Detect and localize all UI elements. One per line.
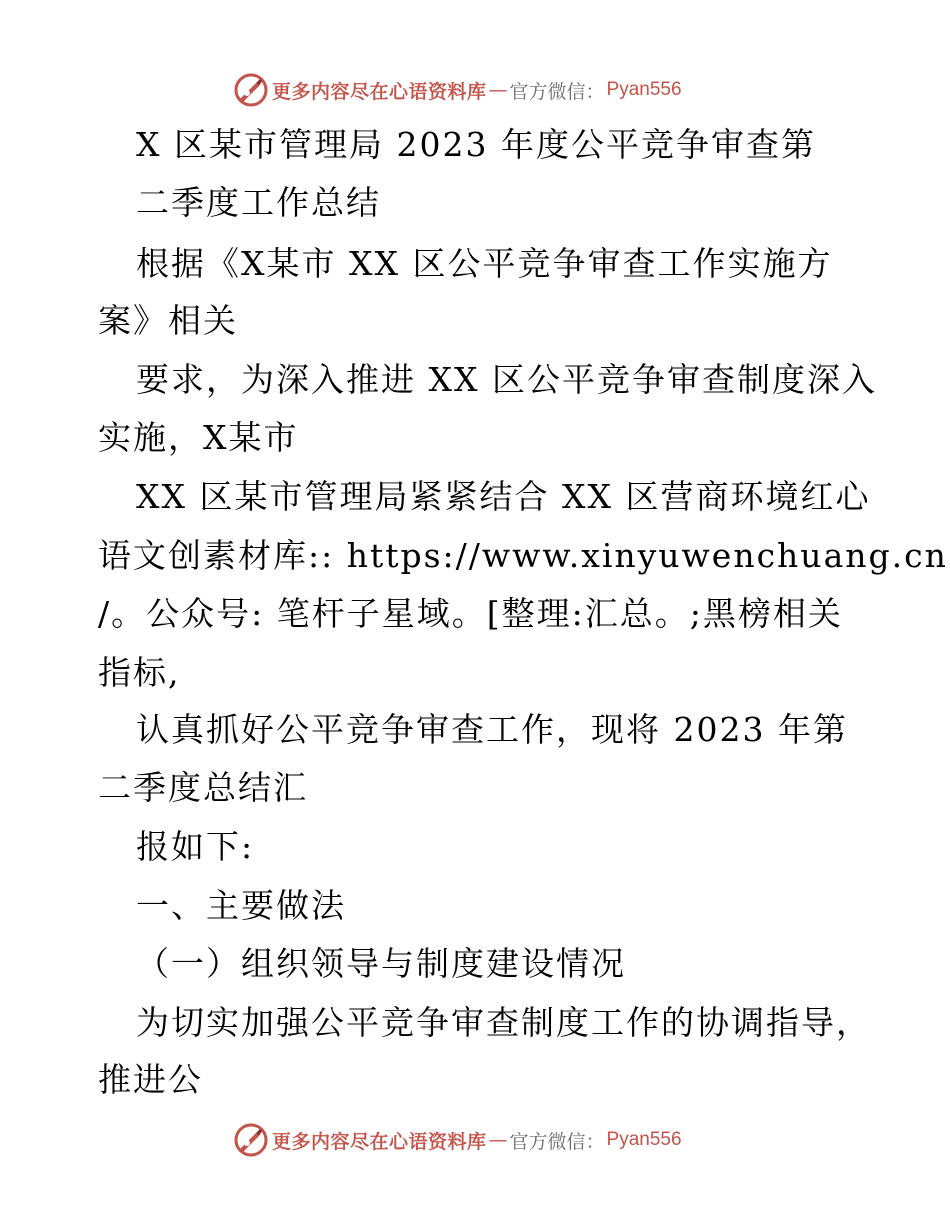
body-line: XX 区某市管理局紧紧结合 XX 区营商环境红心 <box>136 477 871 516</box>
body-line: 根据《X某市 XX 区公平竞争审查工作实施方 <box>136 244 833 283</box>
banner-dash: — <box>488 1129 508 1151</box>
body-line: 为切实加强公平竞争审查制度工作的协调指导， <box>136 1003 871 1042</box>
body-line: 报如下: <box>136 827 255 866</box>
body-line: /。公众号: 笔杆子星域。[整理:汇总。;黑榜相关 <box>98 594 843 633</box>
body-line: 二季度总结汇 <box>98 768 308 807</box>
title-line-2: 二季度工作总结 <box>136 183 381 222</box>
banner-title: 更多内容尽在心语资料库 <box>272 1130 487 1153</box>
banner-wechat-label: 官方微信： <box>509 80 605 103</box>
banner-wechat-label: 官方微信： <box>509 1130 605 1153</box>
section-heading: 一、主要做法 <box>136 886 346 925</box>
footer-watermark-banner <box>234 1122 682 1158</box>
banner-wechat-id: Pyan556 <box>606 79 682 100</box>
body-line: 要求，为深入推进 XX 区公平竞争审查制度深入 <box>136 360 877 399</box>
header-watermark-banner <box>234 72 682 108</box>
body-line: 案》相关 <box>98 301 238 340</box>
subsection-heading: （一）组织领导与制度建设情况 <box>136 944 626 983</box>
title-line-1: X 区某市管理局 2023 年度公平竞争审查第 <box>136 125 816 164</box>
pen-logo-icon <box>234 1123 268 1157</box>
body-line: 推进公 <box>98 1060 203 1099</box>
banner-dash: — <box>488 79 508 101</box>
banner-wechat-id: Pyan556 <box>606 1129 682 1150</box>
body-line: 指标, <box>98 653 181 692</box>
banner-title: 更多内容尽在心语资料库 <box>272 80 487 103</box>
body-line: 实施，X某市 <box>98 418 299 457</box>
body-line: 认真抓好公平竞争审查工作，现将 2023 年第 <box>136 710 848 749</box>
body-line: 语文创素材库:: https://www.xinyuwenchuang.cn <box>98 536 948 575</box>
pen-logo-icon <box>234 73 268 107</box>
